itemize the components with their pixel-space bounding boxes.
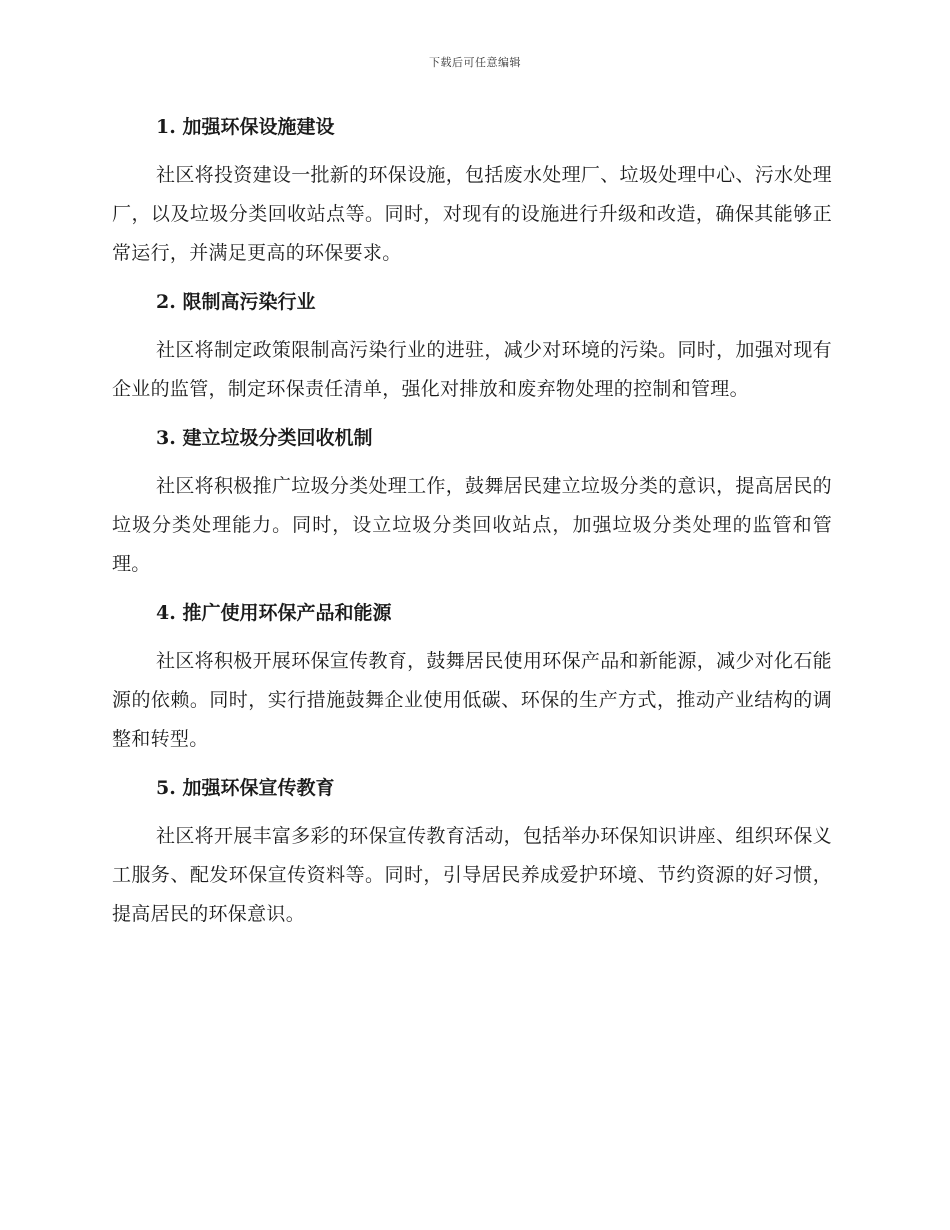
header-note: 下载后可任意编辑 (429, 56, 521, 69)
document-content (112, 112, 832, 948)
section-2 (112, 287, 832, 409)
section-5 (112, 773, 832, 934)
section-body: 社区将积极推广垃圾分类处理工作，鼓舞居民建立垃圾分类的意识，提高居民的垃圾分类处理能力。同时，设立垃圾分类回收站点，加强垃圾分类处理的监管和管理。 (112, 475, 832, 575)
section-heading: 5. 加强环保宣传教育 (156, 777, 335, 799)
section-body: 社区将投资建设一批新的环保设施，包括废水处理厂、垃圾处理中心、污水处理厂，以及垃圾分类回收站点等。同时，对现有的设施进行升级和改造，确保其能够正常运行，并满足更高的环保要求。 (112, 164, 832, 264)
section-body: 社区将开展丰富多彩的环保宣传教育活动，包括举办环保知识讲座、组织环保义工服务、配发环保宣传资料等。同时，引导居民养成爱护环境、节约资源的好习惯，提高居民的环保意识。 (112, 825, 832, 925)
section-1 (112, 112, 832, 273)
section-heading: 1. 加强环保设施建设 (156, 116, 335, 138)
section-body: 社区将制定政策限制高污染行业的进驻，减少对环境的污染。同时，加强对现有企业的监管，制定环保责任清单，强化对排放和废弃物处理的控制和管理。 (112, 339, 832, 400)
section-heading: 4. 推广使用环保产品和能源 (156, 602, 392, 624)
section-heading: 2. 限制高污染行业 (156, 291, 316, 313)
section-3 (112, 423, 832, 584)
section-4 (112, 598, 832, 759)
section-body: 社区将积极开展环保宣传教育，鼓舞居民使用环保产品和新能源，减少对化石能源的依赖。同时，实行措施鼓舞企业使用低碳、环保的生产方式，推动产业结构的调整和转型。 (112, 650, 832, 750)
section-heading: 3. 建立垃圾分类回收机制 (156, 427, 373, 449)
